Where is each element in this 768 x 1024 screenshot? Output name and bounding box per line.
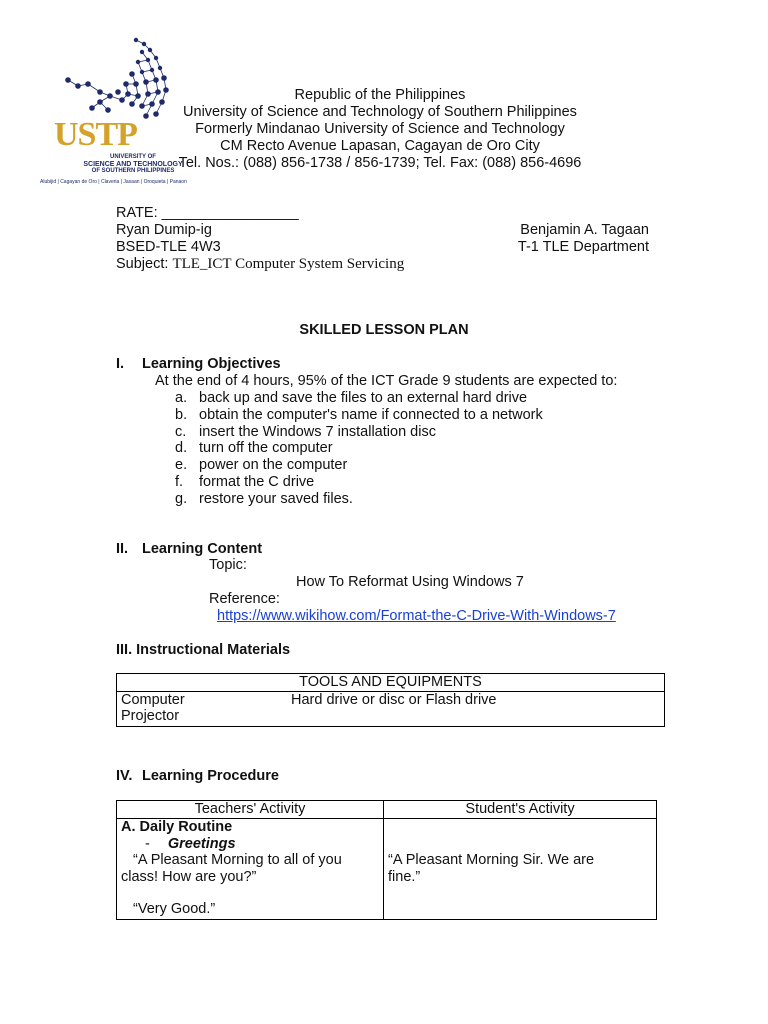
logo-dot bbox=[149, 101, 155, 107]
objective-text: restore your saved files. bbox=[199, 490, 353, 507]
logo-dot bbox=[143, 113, 149, 119]
logo-dot bbox=[145, 91, 151, 97]
content-title: Learning Content bbox=[142, 541, 263, 557]
teacher-greeting-line2: class! How are you?” bbox=[121, 868, 257, 885]
header-address: CM Recto Avenue Lapasan, Cagayan de Oro City bbox=[220, 138, 540, 154]
logo-dot bbox=[129, 101, 135, 107]
objectives-num: I. bbox=[116, 356, 125, 372]
daily-routine-heading: A. Daily Routine bbox=[121, 819, 233, 835]
procedure-num: IV. bbox=[116, 768, 133, 784]
objective-item bbox=[175, 424, 436, 441]
logo-dot bbox=[125, 91, 131, 97]
procedure-title: Learning Procedure bbox=[142, 768, 279, 784]
teacher-dept: T-1 TLE Department bbox=[517, 239, 649, 255]
objective-text: turn off the computer bbox=[199, 440, 333, 457]
objective-letter: d. bbox=[175, 440, 188, 457]
logo-dot bbox=[119, 97, 125, 103]
objective-letter: a. bbox=[175, 390, 188, 406]
student-greeting-line1: “A Pleasant Morning Sir. We are bbox=[388, 852, 595, 868]
tools-header: TOOLS AND EQUIPMENTS bbox=[117, 674, 665, 692]
logo-dot bbox=[143, 79, 149, 85]
objective-item bbox=[175, 390, 527, 407]
objective-item bbox=[175, 457, 347, 474]
logo-dot bbox=[140, 50, 144, 54]
logo-campuses: Alubijid | Cagayan de Oro | Claveria | Jasaan | Oroquieta | Panaon bbox=[40, 179, 187, 185]
greetings-subheading bbox=[121, 836, 379, 853]
logo-dot bbox=[154, 56, 158, 60]
objective-text: format the C drive bbox=[199, 474, 315, 490]
header-republic: Republic of the Philippines bbox=[294, 87, 466, 103]
topic-label: Topic: bbox=[209, 557, 247, 573]
teacher-response-line: “Very Good.” bbox=[133, 901, 216, 917]
logo-dot bbox=[136, 60, 140, 64]
logo-dot bbox=[115, 89, 121, 95]
objective-letter: g. bbox=[175, 490, 188, 507]
objective-text: insert the Windows 7 installation disc bbox=[199, 423, 436, 440]
reference-label: Reference: bbox=[209, 591, 280, 607]
objective-text: power on the computer bbox=[199, 457, 348, 474]
logo-dot bbox=[158, 66, 162, 70]
logo-dot bbox=[153, 77, 159, 83]
header-university: University of Science and Technology of Southern Philippines bbox=[183, 104, 577, 120]
subject-value: TLE_ICT Computer System Servicing bbox=[172, 256, 405, 272]
objectives-title: Learning Objectives bbox=[142, 356, 281, 372]
content-heading bbox=[116, 541, 262, 558]
objective-letter: e. bbox=[175, 457, 188, 474]
greetings-dash: - bbox=[145, 835, 150, 852]
tools-col1 bbox=[117, 692, 288, 727]
plan-title: SKILLED LESSON PLAN bbox=[299, 322, 469, 338]
logo-dot bbox=[75, 83, 81, 89]
objective-letter: b. bbox=[175, 406, 188, 423]
topic-value: How To Reformat Using Windows 7 bbox=[296, 574, 524, 590]
logo-dot bbox=[133, 81, 139, 87]
logo-line3: OF SOUTHERN PHILIPPINES bbox=[91, 168, 175, 174]
student-name: Ryan Dumip-ig bbox=[116, 222, 212, 238]
procedure-table bbox=[116, 800, 657, 920]
objective-item bbox=[175, 440, 333, 457]
col-student-header: Student's Activity bbox=[384, 801, 657, 819]
subject-line bbox=[116, 256, 404, 273]
col-teacher-header: Teachers' Activity bbox=[117, 801, 384, 819]
student-activity-cell bbox=[384, 819, 657, 920]
logo-line1: UNIVERSITY OF bbox=[110, 154, 156, 160]
content-num: II. bbox=[116, 541, 129, 557]
header-formerly: Formerly Mindanao University of Science and Technology bbox=[195, 121, 565, 137]
objective-item bbox=[175, 491, 353, 508]
logo-brand: USTP bbox=[54, 116, 137, 153]
logo-dot bbox=[65, 77, 71, 83]
logo-dot bbox=[97, 99, 103, 105]
logo-dot bbox=[140, 70, 144, 74]
logo-dot bbox=[85, 81, 91, 87]
logo-dot bbox=[135, 93, 141, 99]
logo-dot bbox=[153, 111, 159, 117]
tools-col2: Hard drive or disc or Flash drive bbox=[287, 692, 665, 727]
greetings-title: Greetings bbox=[167, 835, 236, 852]
logo-dot bbox=[107, 93, 113, 99]
logo-dot bbox=[105, 107, 111, 113]
objective-item bbox=[175, 474, 314, 491]
student-greeting-line2: fine.” bbox=[388, 868, 421, 885]
tool-projector: Projector bbox=[121, 708, 180, 724]
logo-dot bbox=[150, 68, 154, 72]
objective-text: obtain the computer's name if connected to a network bbox=[199, 406, 543, 423]
objective-letter: c. bbox=[175, 423, 187, 440]
objective-text: back up and save the files to an external hard drive bbox=[199, 390, 528, 406]
teacher-greeting-line1: “A Pleasant Morning to all of you bbox=[133, 852, 342, 868]
logo-line2: SCIENCE AND TECHNOLOGY bbox=[83, 161, 183, 168]
logo-dot bbox=[139, 103, 145, 109]
header-tel: Tel. Nos.: (088) 856-1738 / 856-1739; Tel. Fax: (088) 856-4696 bbox=[178, 155, 582, 171]
procedure-heading bbox=[116, 768, 279, 785]
logo-dot bbox=[148, 48, 152, 52]
teacher-name: Benjamin A. Tagaan bbox=[520, 222, 649, 238]
objective-item bbox=[175, 407, 543, 424]
logo-dot bbox=[89, 105, 95, 111]
objectives-intro: At the end of 4 hours, 95% of the ICT Grade 9 students are expected to: bbox=[155, 373, 618, 389]
logo-dot bbox=[129, 71, 135, 77]
logo-dot bbox=[146, 58, 150, 62]
objectives-heading bbox=[116, 356, 281, 373]
logo-dot bbox=[123, 81, 129, 87]
subject-label: Subject: bbox=[116, 256, 169, 272]
logo-dot bbox=[161, 75, 167, 81]
logo-dot bbox=[142, 42, 146, 46]
tool-computer: Computer bbox=[121, 692, 185, 708]
reference-link[interactable]: https://www.wikihow.com/Format-the-C-Drive-With-Windows-7 bbox=[217, 608, 616, 624]
logo-dot bbox=[97, 89, 103, 95]
objective-letter: f. bbox=[175, 474, 184, 490]
teacher-activity-cell bbox=[117, 819, 384, 920]
materials-heading: III. Instructional Materials bbox=[116, 642, 291, 658]
tools-table bbox=[116, 673, 665, 727]
rate-field: RATE: _________________ bbox=[116, 205, 299, 221]
logo-dot bbox=[134, 38, 138, 42]
student-section: BSED-TLE 4W3 bbox=[116, 239, 221, 255]
